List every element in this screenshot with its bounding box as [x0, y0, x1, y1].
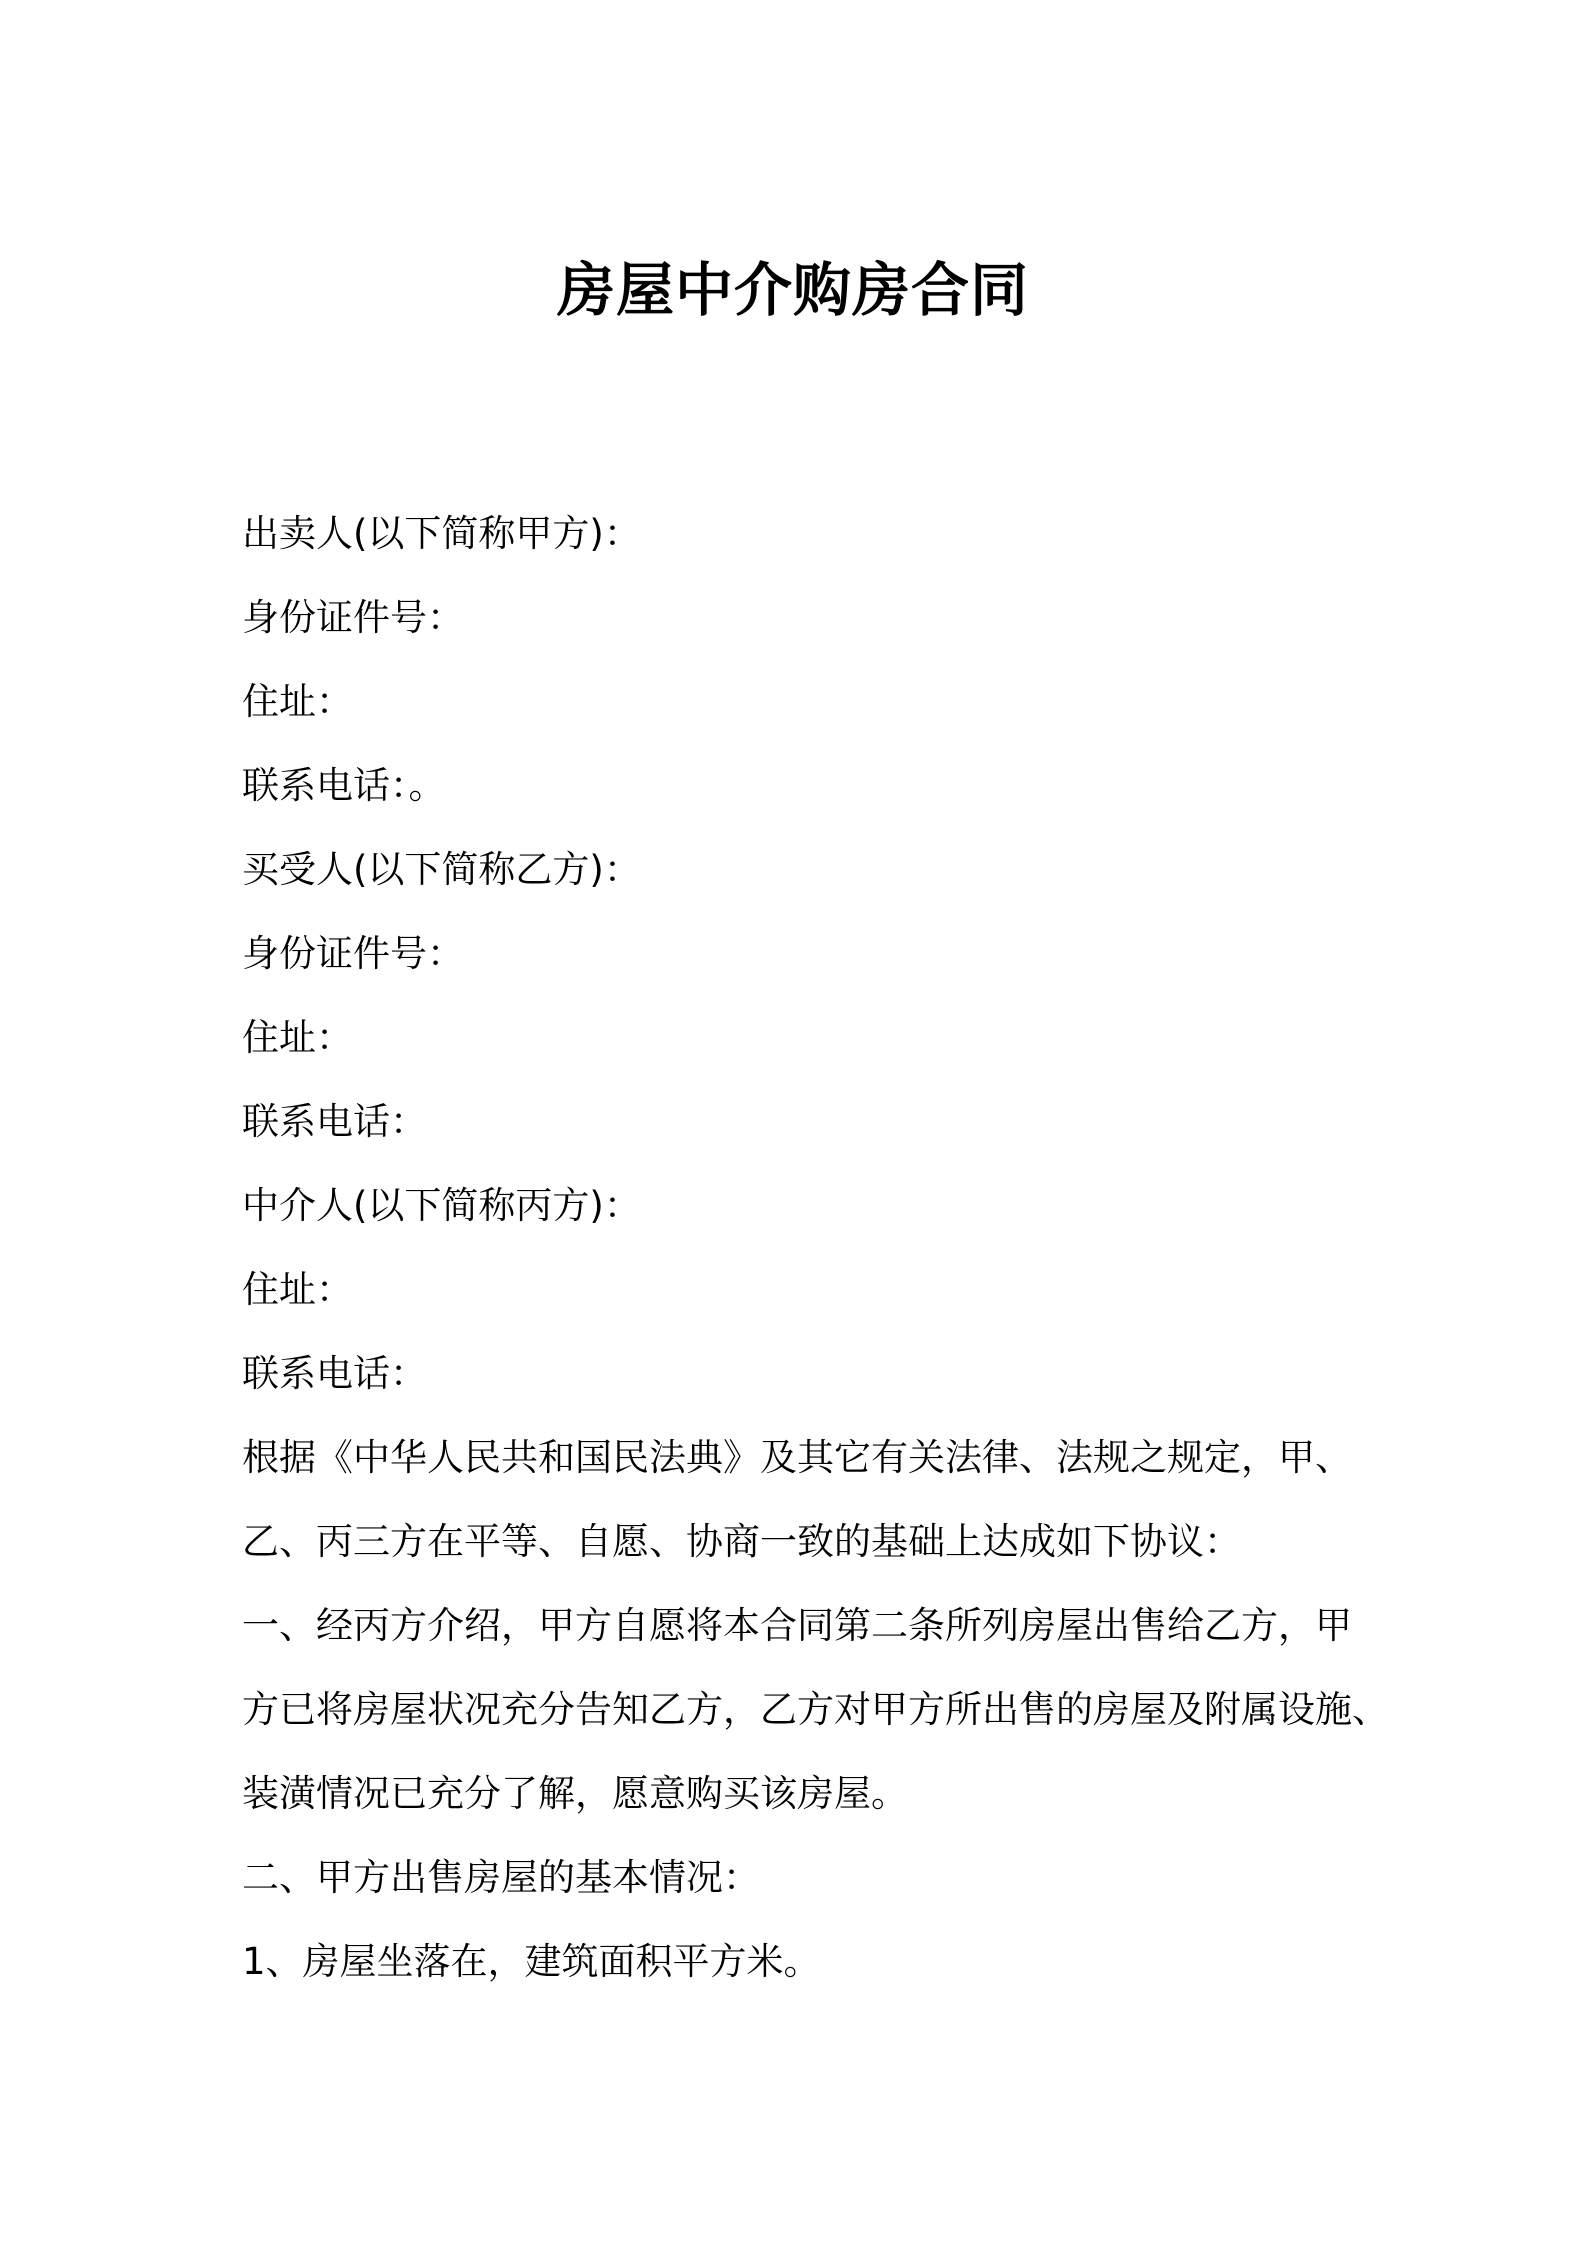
clause-1-line: 一、经丙方介绍，甲方自愿将本合同第二条所列房屋出售给乙方，甲 [242, 1604, 1352, 1647]
buyer-role-line: 买受人(以下简称乙方)： [242, 848, 641, 891]
seller-id-line: 身份证件号： [242, 596, 464, 639]
agent-role-line: 中介人(以下简称丙方)： [242, 1184, 641, 1227]
seller-phone-line: 联系电话：。 [242, 764, 446, 807]
document-body [242, 492, 1389, 2004]
buyer-id-line: 身份证件号： [242, 932, 464, 975]
seller-address-line: 住址： [242, 680, 353, 723]
seller-role-line: 出卖人(以下简称甲方)： [242, 512, 641, 555]
buyer-phone-line: 联系电话： [242, 1100, 427, 1143]
preamble-line: 根据《中华人民共和国民法典》及其它有关法律、法规之规定，甲、 [242, 1436, 1352, 1479]
document-title: 房屋中介购房合同 [556, 256, 1029, 324]
clause-2-item-1: 1、房屋坐落在，建筑面积平方米。 [242, 1940, 821, 1983]
preamble-line: 乙、丙三方在平等、自愿、协商一致的基础上达成如下协议： [242, 1520, 1241, 1563]
agent-address-line: 住址： [242, 1268, 353, 1311]
clause-1-line: 装潢情况已充分了解，愿意购买该房屋。 [242, 1772, 908, 1815]
buyer-address-line: 住址： [242, 1016, 353, 1059]
agent-phone-line: 联系电话： [242, 1352, 427, 1395]
clause-1-line: 方已将房屋状况充分告知乙方，乙方对甲方所出售的房屋及附属设施、 [242, 1688, 1389, 1731]
clause-2-heading: 二、甲方出售房屋的基本情况： [242, 1856, 760, 1899]
